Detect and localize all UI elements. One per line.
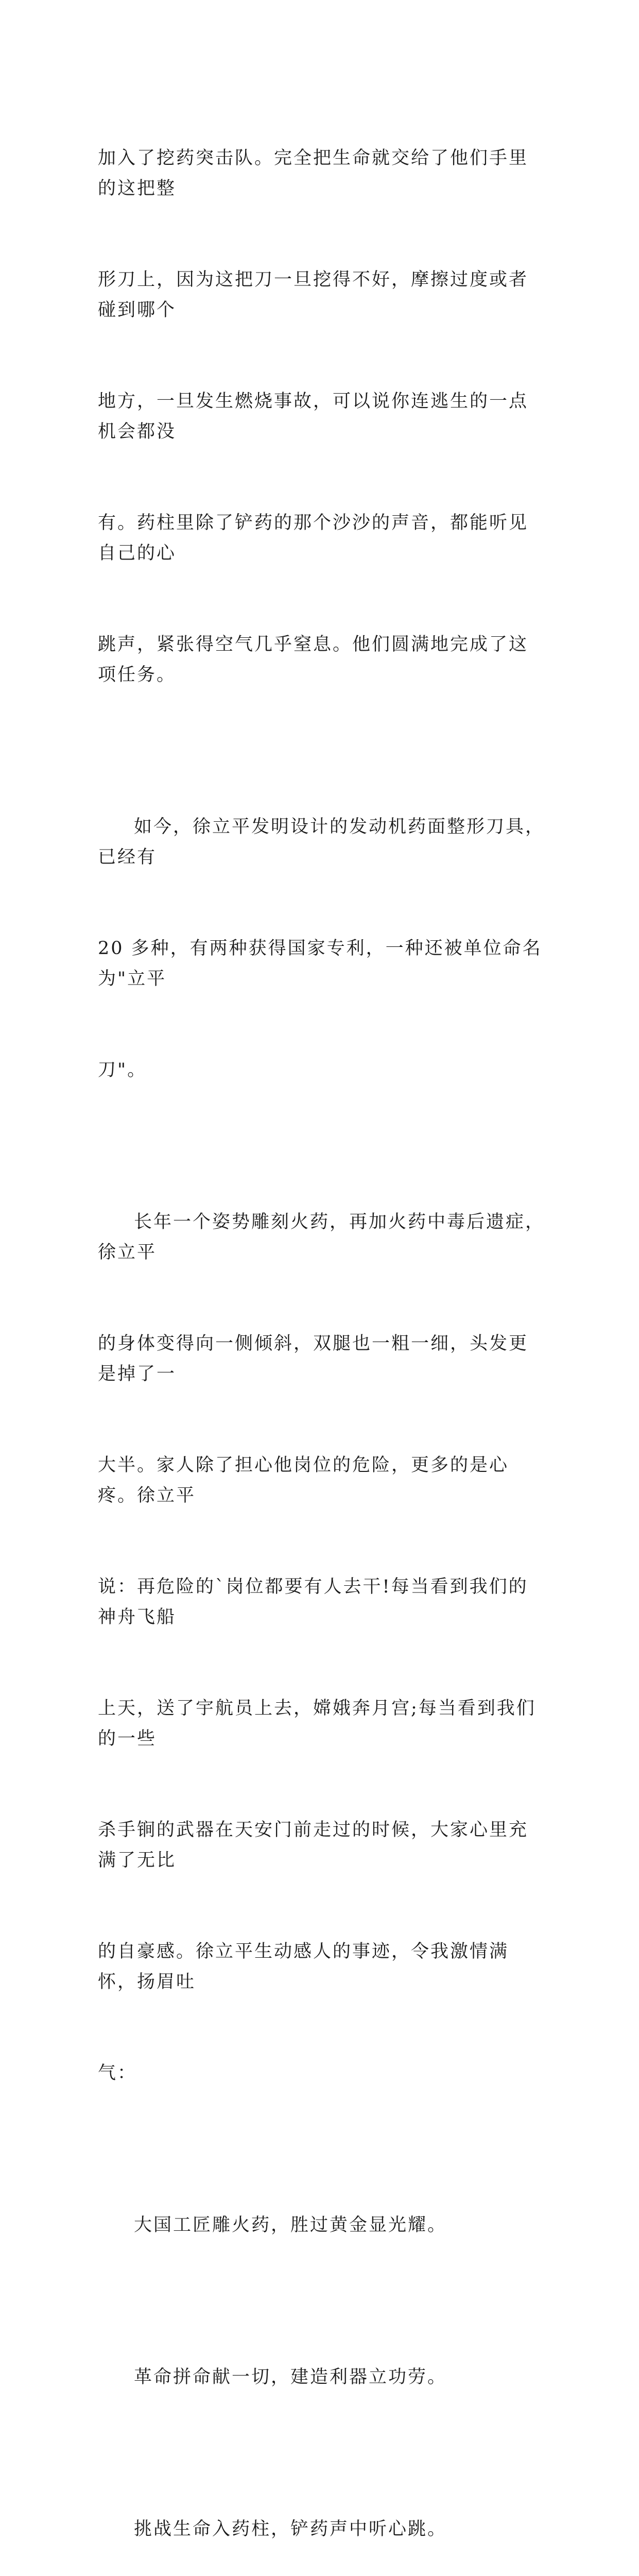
text-line: 刀"。 <box>98 1060 147 1080</box>
text-line: 挑战生命入药柱，铲药声中听心跳。 <box>134 2519 447 2539</box>
text-line: 的自豪感。徐立平生动感人的事迹，令我激情满怀，扬眉吐 <box>98 1941 509 1992</box>
text-line: 大国工匠雕火药，胜过黄金显光耀。 <box>134 2215 447 2235</box>
poem-line <box>98 2453 546 2576</box>
text-line: 大半。家人除了担心他岗位的危险，更多的是心疼。徐立平 <box>98 1455 509 1506</box>
text-line: 说：再危险的`岗位都要有人去干!每当看到我们的神舟飞船 <box>98 1577 528 1628</box>
text-line: 的身体变得向一侧倾斜，双腿也一粗一细，头发更是掉了一 <box>98 1333 529 1384</box>
text-line: 形刀上，因为这把刀一旦挖得不好，摩擦过度或者碰到哪个 <box>98 269 529 320</box>
text-line: 加入了挖药突击队。完全把生命就交给了他们手里的这把整 <box>98 148 529 199</box>
text-line: 跳声，紧张得空气几乎窒息。他们圆满地完成了这项任务。 <box>98 634 529 685</box>
paragraph <box>98 1146 546 2149</box>
document-body <box>98 82 546 2576</box>
paragraph <box>98 82 546 751</box>
text-line: 革命拼命献一切，建造利器立功劳。 <box>134 2367 447 2387</box>
text-line: 20 多种，有两种获得国家专利，一种还被单位命名为"立平 <box>98 938 542 989</box>
text-line: 地方，一旦发生燃烧事故，可以说你连逃生的一点机会都没 <box>98 391 529 442</box>
paragraph <box>98 751 546 1146</box>
text-line: 长年一个姿势雕刻火药，再加火药中毒后遗症，徐立平 <box>98 1212 545 1263</box>
poem-line <box>98 2301 546 2453</box>
poem-line <box>98 2149 546 2301</box>
text-line: 气： <box>98 2063 137 2083</box>
text-line: 如今，徐立平发明设计的发动机药面整形刀具，已经有 <box>98 817 545 868</box>
text-line: 杀手锏的武器在天安门前走过的时候，大家心里充满了无比 <box>98 1820 529 1871</box>
text-line: 上天，送了宇航员上去，嫦娥奔月宫;每当看到我们的一些 <box>98 1698 536 1749</box>
text-line: 有。药柱里除了铲药的那个沙沙的声音，都能听见自己的心 <box>98 513 529 564</box>
